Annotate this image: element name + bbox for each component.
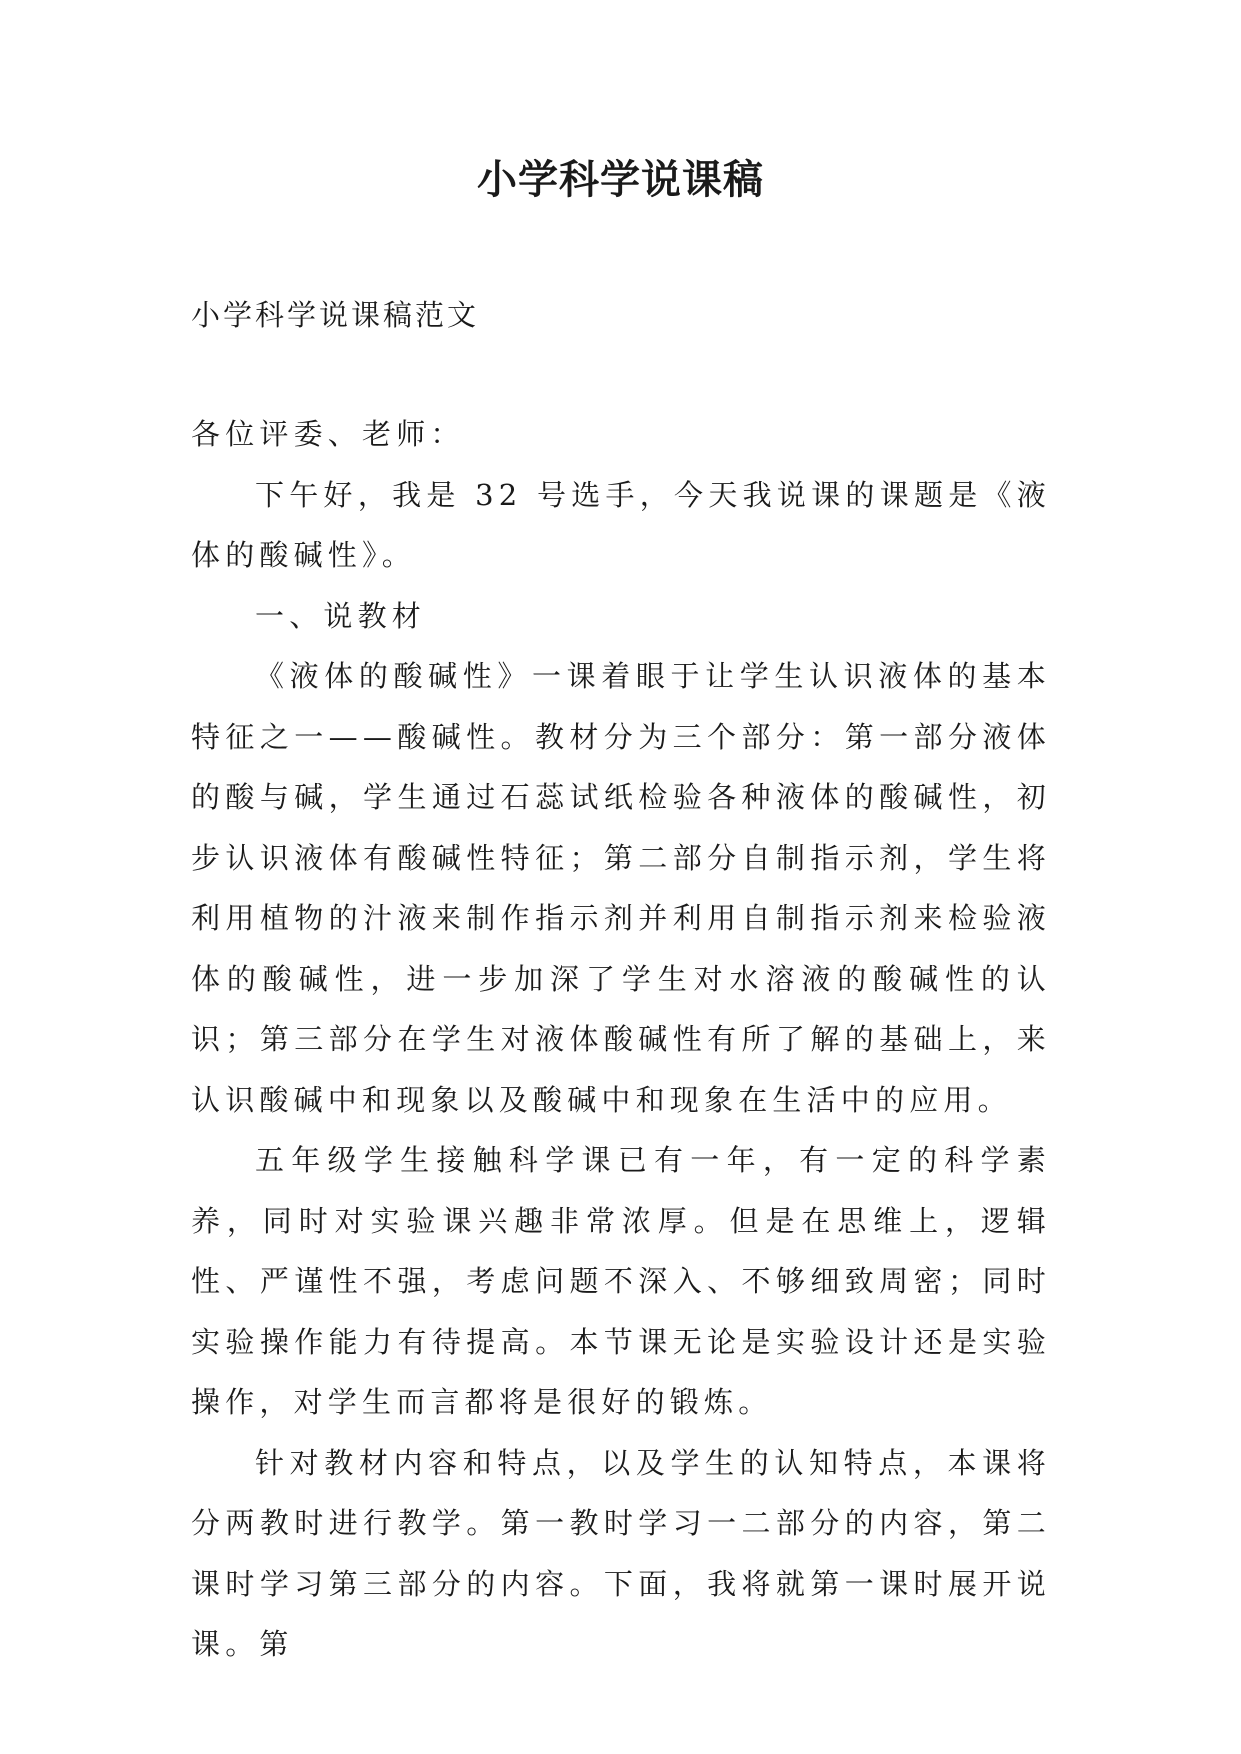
paragraph-textbook: 《液体的酸碱性》一课着眼于让学生认识液体的基本特征之一——酸碱性。教材分为三个部分：第一部分液体的酸与碱，学生通过石蕊试纸检验各种液体的酸碱性，初步认识液体有酸碱性特征；第二部分自制指示剂，学生将利用植物的汁液来制作指示剂并利用自制指示剂来检验液体的酸碱性，进一步加深了学生对水溶液的酸碱性的认识；第三部分在学生对液体酸碱性有所了解的基础上，来认识酸碱中和现象以及酸碱中和现象在生活中的应用。	[191, 659, 1051, 1117]
document-subtitle: 小学科学说课稿范文	[191, 298, 480, 332]
document-title: 小学科学说课稿	[477, 156, 764, 203]
paragraph-plan: 针对教材内容和特点，以及学生的认知特点，本课将分两教时进行教学。第一教时学习一二部分的内容，第二课时学习第三部分的内容。下面，我将就第一课时展开说课。第	[191, 1445, 1051, 1661]
document-body	[191, 404, 1051, 1675]
paragraph-students: 五年级学生接触科学课已有一年，有一定的科学素养，同时对实验课兴趣非常浓厚。但是在思维上，逻辑性、严谨性不强，考虑问题不深入、不够细致周密；同时实验操作能力有待提高。本节课无论是实验设计还是实验操作，对学生而言都将是很好的锻炼。	[191, 1143, 1051, 1419]
section-heading: 一、说教材	[255, 598, 427, 633]
paragraph-greeting: 下午好，我是 32 号选手，今天我说课的课题是《液体的酸碱性》。	[191, 477, 1051, 572]
salutation: 各位评委、老师：	[191, 417, 465, 451]
